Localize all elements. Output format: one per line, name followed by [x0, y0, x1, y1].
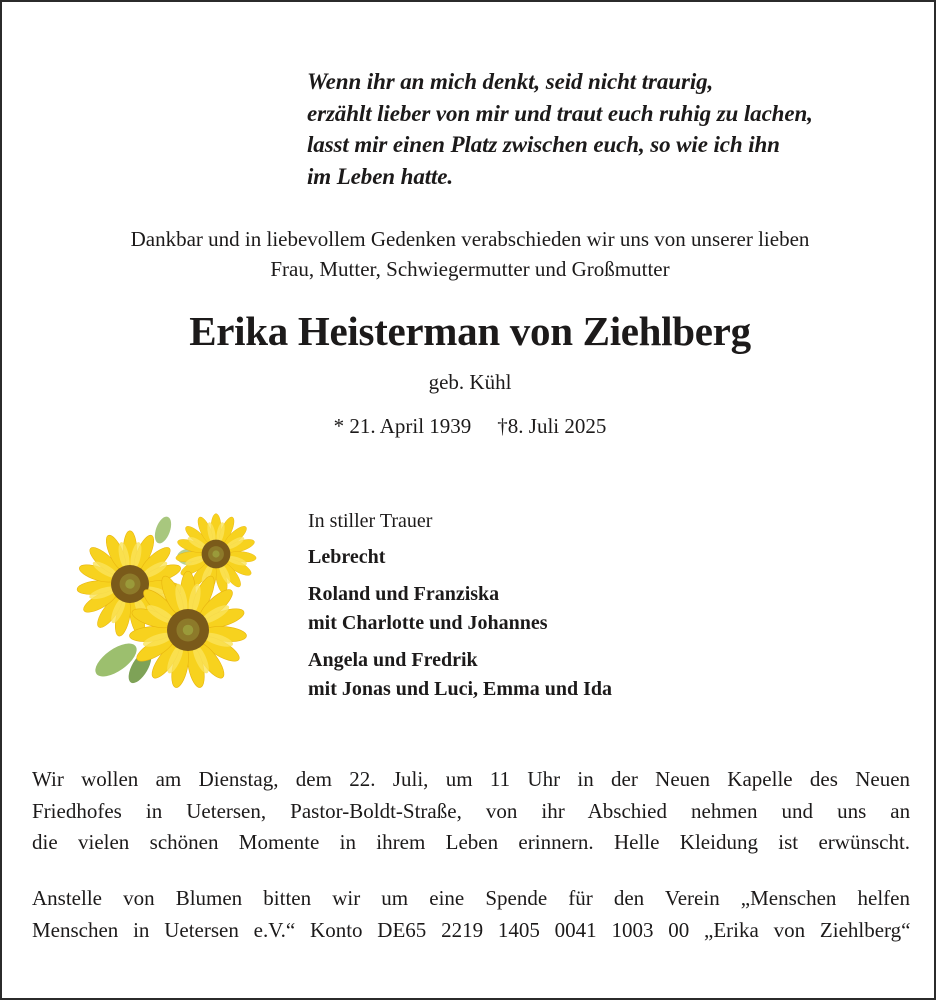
mourner-group: [308, 580, 868, 638]
mourner-name: mit Jonas und Luci, Emma und Ida: [308, 678, 612, 700]
birth-date: * 21. April 1939: [333, 414, 472, 438]
funeral-line: Friedhofes in Uetersen, Pastor-Boldt-Straße, von ihr Abschied nehmen und uns an: [32, 798, 911, 823]
mourner-group: [308, 646, 868, 704]
deceased-name: Erika Heisterman von Ziehlberg: [189, 308, 751, 354]
mourning-lead: In stiller Trauer: [308, 510, 433, 532]
donation-line: Anstelle von Blumen bitten wir um eine Spende für den Verein „Menschen helfen: [32, 886, 910, 910]
funeral-line: die vielen schönen Momente in ihrem Leben erinnern. Helle Kleidung ist erwünscht.: [32, 830, 911, 854]
sunflower-bouquet-icon: [68, 502, 268, 702]
intro-line: Dankbar und in liebevollem Gedenken verabschieden wir uns von unserer lieben: [130, 227, 810, 251]
intro-text: [2, 224, 936, 284]
poem-line: erzählt lieber von mir und traut euch ruhig zu lachen,: [307, 100, 813, 126]
poem-line: Wenn ihr an mich denkt, seid nicht traurig,: [307, 69, 714, 94]
mourner-name: mit Charlotte und Johannes: [308, 612, 548, 634]
death-date: †8. Juli 2025: [497, 414, 607, 438]
mourner-name: Angela und Fredrik: [308, 649, 478, 671]
memorial-poem: [307, 66, 907, 192]
funeral-line: Wir wollen am Dienstag, dem 22. Juli, um 11 Uhr in der Neuen Kapelle des Neuen: [32, 767, 911, 791]
intro-line: Frau, Mutter, Schwiegermutter und Großmutter: [270, 257, 670, 281]
donation-line: Menschen in Uetersen e.V.“ Konto DE65 2219 1405 0041 1003 00 „Erika von Ziehlberg“: [32, 917, 911, 942]
poem-line: lasst mir einen Platz zwischen euch, so wie ich ihn: [307, 132, 780, 157]
donation-info: [32, 883, 910, 946]
life-dates: [2, 412, 936, 440]
birth-name: geb. Kühl: [428, 370, 512, 394]
poem-line: im Leben hatte.: [307, 163, 454, 189]
funeral-info: [32, 764, 910, 859]
mourner-group: [308, 543, 868, 572]
mourner-name: Lebrecht: [308, 546, 386, 568]
mourner-name: Roland und Franziska: [308, 583, 500, 605]
mourners-list: [308, 507, 868, 712]
